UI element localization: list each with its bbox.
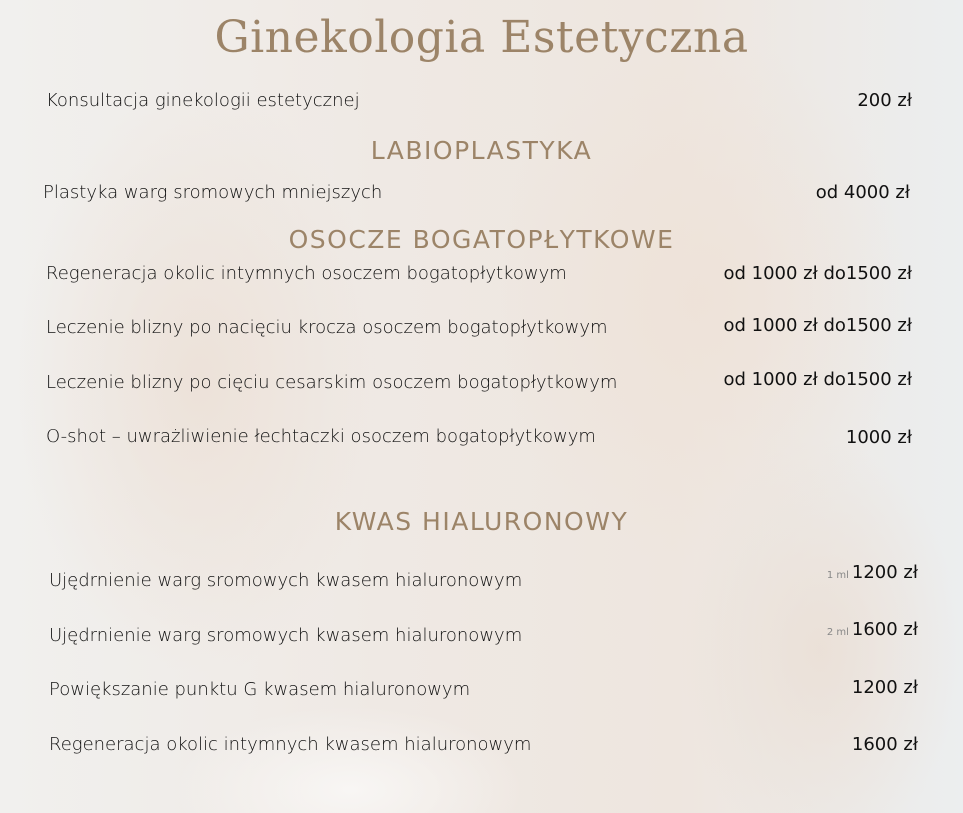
item-price: 1000 zł bbox=[845, 427, 912, 448]
section-heading: OSOCZE BOGATOPŁYTKOWE bbox=[288, 225, 675, 254]
section-heading: KWAS HIALURONOWY bbox=[334, 507, 629, 536]
item-price: 1200 zł bbox=[851, 677, 918, 698]
price-value: 1200 zł bbox=[851, 562, 918, 583]
item-name: Ujędrnienie warg sromowych kwasem hialuronowym bbox=[49, 570, 523, 591]
item-unit: 2 ml bbox=[826, 627, 849, 638]
item-name: Regeneracja okolic intymnych kwasem hialuronowym bbox=[49, 734, 532, 755]
price-value: 1600 zł bbox=[851, 619, 918, 640]
item-name: Powiększanie punktu G kwasem hialuronowym bbox=[49, 679, 471, 700]
item-price: 1600 zł bbox=[851, 734, 918, 755]
item-price: 200 zł bbox=[857, 90, 912, 111]
item-name: Regeneracja okolic intymnych osoczem bogatopłytkowym bbox=[46, 263, 567, 284]
section-heading: LABIOPLASTYKA bbox=[370, 136, 593, 165]
item-price: od 4000 zł bbox=[815, 182, 910, 203]
item-name: Ujędrnienie warg sromowych kwasem hialuronowym bbox=[49, 625, 523, 646]
page-title: Ginekologia Estetyczna bbox=[214, 12, 749, 63]
item-name: O-shot – uwrażliwienie łechtaczki osoczem bogatopłytkowym bbox=[46, 426, 596, 447]
item-unit: 1 ml bbox=[826, 570, 849, 581]
item-price: od 1000 zł do1500 zł bbox=[723, 369, 912, 390]
item-name: Leczenie blizny po nacięciu krocza osoczem bogatopłytkowym bbox=[46, 317, 608, 338]
item-name: Konsultacja ginekologii estetycznej bbox=[46, 90, 360, 111]
item-price: od 1000 zł do1500 zł bbox=[723, 263, 912, 284]
item-price: od 1000 zł do1500 zł bbox=[723, 315, 912, 336]
item-price bbox=[827, 619, 918, 640]
item-price bbox=[827, 562, 918, 583]
item-name: Plastyka warg sromowych mniejszych bbox=[43, 182, 383, 203]
item-name: Leczenie blizny po cięciu cesarskim osoczem bogatopłytkowym bbox=[46, 372, 618, 393]
